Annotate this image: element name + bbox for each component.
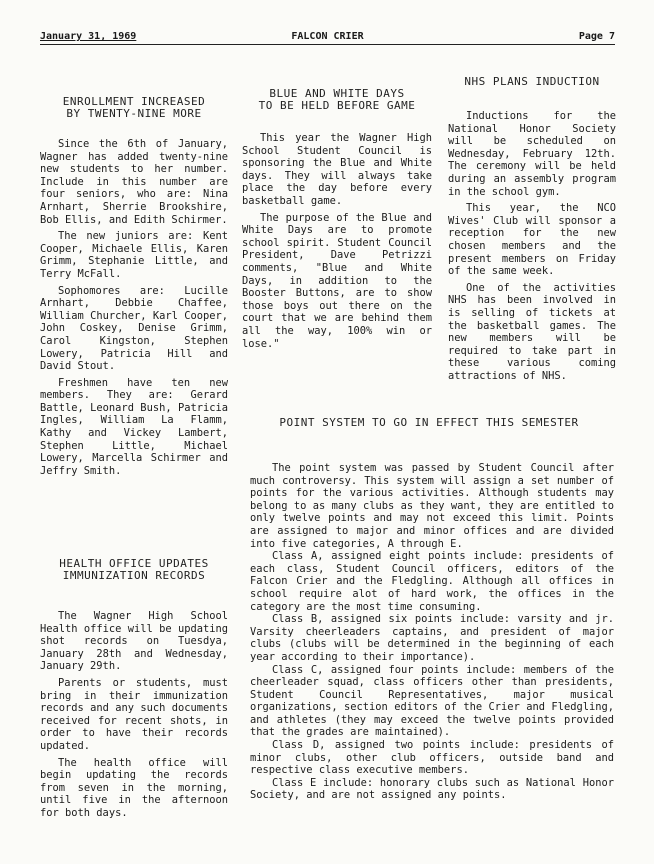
nhs-paragraph: Inductions for the National Honor Society will be scheduled on Wednesday, February 12th. The ceremony will be held during an assembly program in the school gym. <box>448 110 616 198</box>
newspaper-title: FALCON CRIER <box>291 31 364 42</box>
blue-white-heading-line2: TO BE HELD BEFORE GAME <box>258 99 416 112</box>
health-heading-line1: HEALTH OFFICE UPDATES <box>59 557 209 570</box>
issue-date: January 31, 1969 <box>40 31 137 42</box>
points-paragraph: Class A, assigned eight points include: presidents of each class, Student Council officers, editors of the Falcon Crier and the Fledgling. Although all offices in school require alot of hard work, the offices in the category are the most time consuming. <box>250 550 614 613</box>
nhs-article <box>448 110 616 382</box>
enrollment-paragraph: Since the 6th of January, Wagner has added twenty-nine new students to her number. Include in this number are four seniors, who are: Nina Arnhart, Sherrie Brookshire, Bob Ellis, and Edith Schirmer. <box>40 138 228 226</box>
points-paragraph: The point system was passed by Student Council after much controversy. This system will assign a set number of points for the various activities. Although students may belong to as many clubs as they want, they are entitled to only twelve points and may not exceed this limit. Points are assigned to major and minor offices and are divided into five categories, A through E. <box>250 462 614 550</box>
points-paragraph: Class D, assigned two points include: presidents of minor clubs, other club officers, outside band and respective class executive members. <box>250 739 614 777</box>
health-paragraph: The health office will begin updating the records from seven in the morning, until five in the afternoon for both days. <box>40 756 228 819</box>
blue-white-article <box>242 132 432 350</box>
health-paragraph: Parents or students, must bring in their immunization records and any such documents received for recent shots, in order to have their records updated. <box>40 676 228 752</box>
blue-white-paragraph: The purpose of the Blue and White Days are to promote school spirit. Student Council President, Dave Petrizzi comments, "Blue and White Days, in addition to the Booster Buttons, are to show those boys out there on the court that we are behind them all the way, 100% win or lose." <box>242 211 432 350</box>
blue-white-heading-line1: BLUE AND WHITE DAYS <box>269 87 405 100</box>
points-paragraph: Class E include: honorary clubs such as National Honor Society, and are not assigned any points. <box>250 776 614 802</box>
enrollment-heading-line2: BY TWENTY-NINE MORE <box>66 107 202 120</box>
enrollment-heading-line1: ENROLLMENT INCREASED <box>62 95 206 108</box>
blue-white-heading <box>242 88 432 112</box>
nhs-paragraph: One of the activities NHS has been involved in is selling of tickets at the basketball games. The new members will be required to take part in these various coming attractions of NHS. <box>448 281 616 382</box>
enrollment-paragraph: The new juniors are: Kent Cooper, Michaele Ellis, Karen Grimm, Stephanie Little, and Terry McFall. <box>40 230 228 280</box>
health-heading-line2: IMMUNIZATION RECORDS <box>62 569 206 582</box>
health-article <box>40 610 228 820</box>
enrollment-heading <box>40 96 228 120</box>
health-paragraph: The Wagner High School Health office will be updating shot records on Tuesdya, January 28th and Wednesday, January 29th. <box>40 610 228 673</box>
points-paragraph: Class C, assigned four points include: members of the cheerleader squad, class officers other than presidents, Student Council Representatives, major musical organizations, section editors of the Crier and Fledgling, and athletes (they may exceed the twelve points provided that the grades are maintained). <box>250 663 614 739</box>
blue-white-paragraph: This year the Wagner High School Student Council is sponsoring the Blue and White days. They will always take place the day before every basketball game. <box>242 132 432 207</box>
enrollment-article <box>40 138 228 477</box>
page-number: Page 7 <box>578 31 615 42</box>
enrollment-paragraph: Freshmen have ten new members. They are: Gerard Battle, Leonard Bush, Patricia Ingles, William La Flamm, Kathy and Vickey Lambert, Stephen Little, Michael Lowery, Marcella Schirmer and Jeffry Smith. <box>40 376 228 477</box>
nhs-heading: NHS PLANS INDUCTION <box>464 75 600 88</box>
points-heading: POINT SYSTEM TO GO IN EFFECT THIS SEMESTER <box>279 416 579 429</box>
nhs-paragraph: This year, the NCO Wives' Club will sponsor a reception for the new chosen members and the present members on Friday of the same week. <box>448 202 616 278</box>
masthead <box>40 30 615 45</box>
health-heading <box>40 558 228 582</box>
points-paragraph: Class B, assigned six points include: varsity and jr. Varsity cheerleaders captains, and president of major clubs (clubs will be determined in the beginning of each year according to their importance). <box>250 613 614 663</box>
points-article <box>250 462 614 802</box>
enrollment-paragraph: Sophomores are: Lucille Arnhart, Debbie Chaffee, William Churcher, Karl Cooper, John Coskey, Denise Grimm, Carol Kingston, Stephen Lowery, Patricia Hill and David Stout. <box>40 284 228 373</box>
